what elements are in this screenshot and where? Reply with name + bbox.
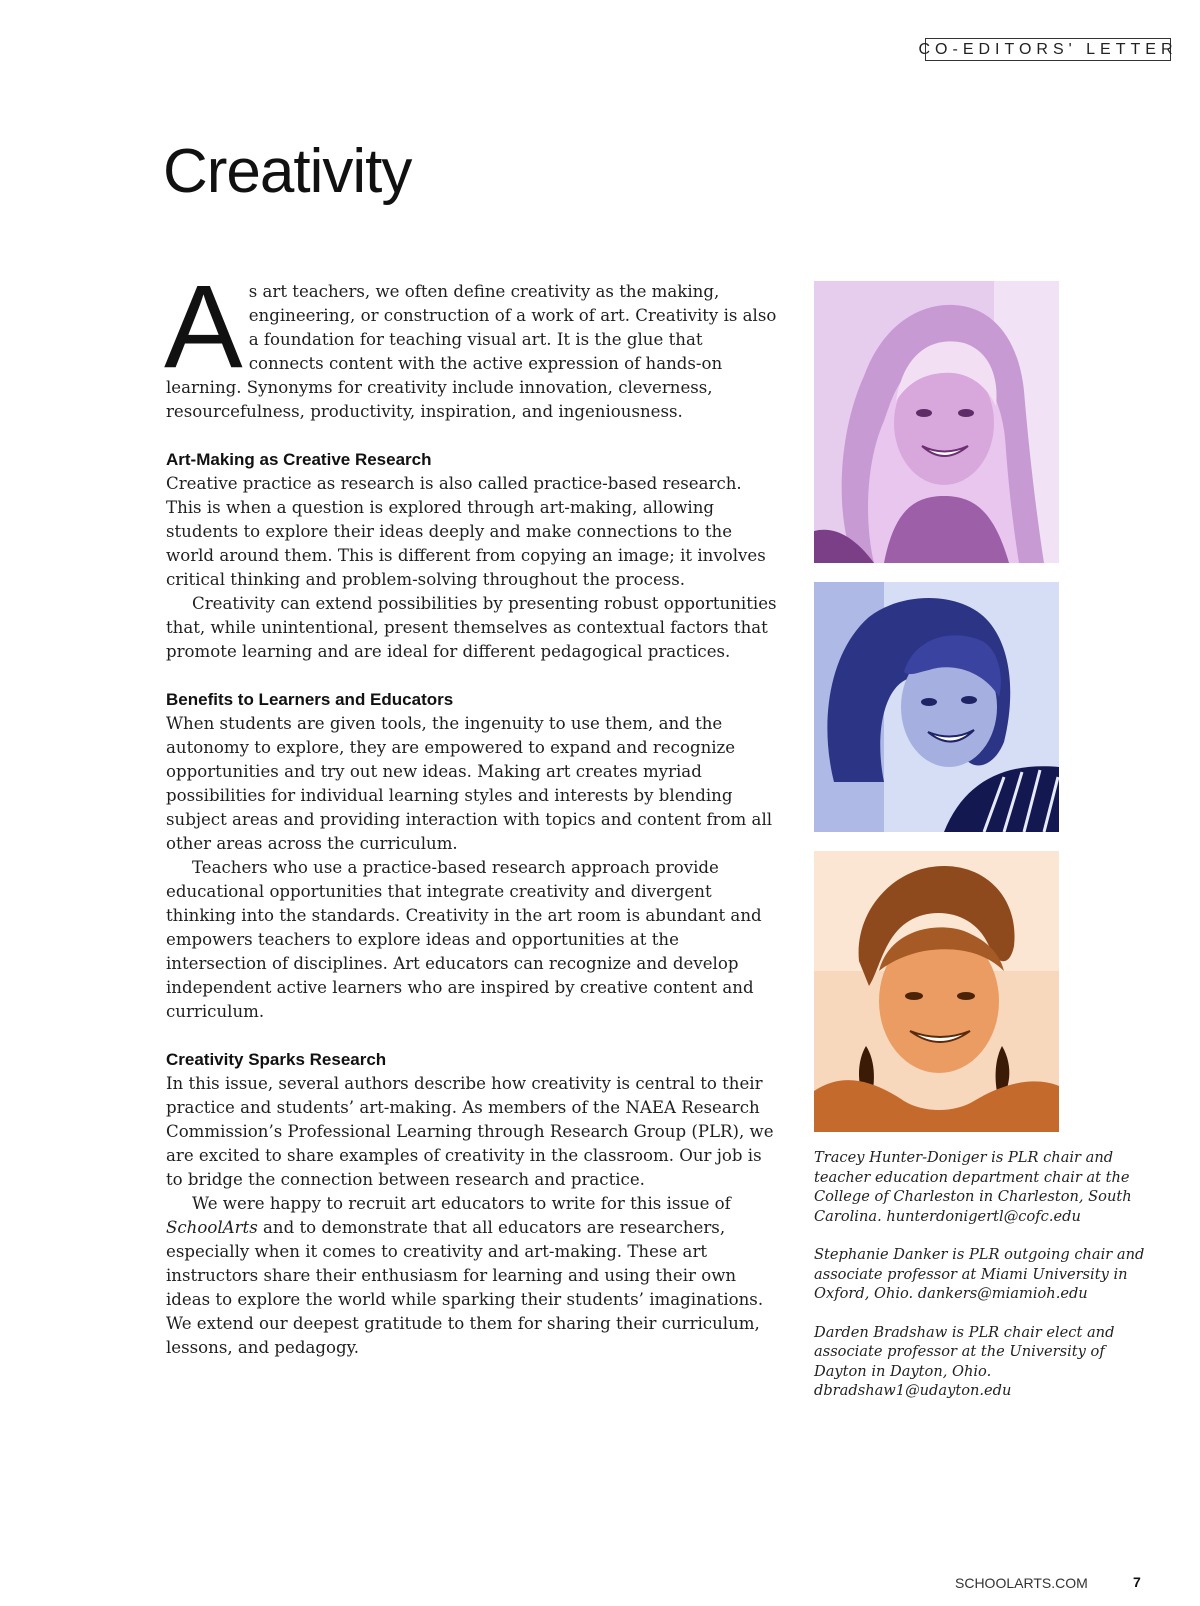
paragraph: Teachers who use a practice-based research approach provide educational opportunities that integrate creativity and divergent thinking into the standards. Creativity in the art room is abundant and empowers teachers to explore ideas and opportunities at the intersection of disciplines. Art educators can recognize and develop independent active learners who are inspired by creative content and curriculum. xyxy=(166,858,762,1021)
caption-author-3: Darden Bradshaw is PLR chair elect and associate professor at the University of Dayton in Dayton, Ohio. dbradshaw1@udayton.edu xyxy=(814,1323,1115,1399)
paragraph: Creative practice as research is also called practice-based research. This is when a question is explored through art-making, allowing students to explore their ideas deeply and make connections to the world around them. This is different from copying an image; it involves critical thinking and problem-solving throughout the process. xyxy=(166,474,766,589)
paragraph: When students are given tools, the ingenuity to use them, and the autonomy to explore, they are empowered to expand and recognize opportunities and try out new ideas. Making art creates myriad possibilities for individual learning styles and interests by blending subject areas and providing interaction with topics and content from all other areas across the curriculum. xyxy=(166,714,773,853)
intro-text: s art teachers, we often define creativity as the making, engineering, or construction of a work of art. Creativity is also a foundation for teaching visual art. It is the glue that connects content with the active expression of hands-on learning. Synonyms for creativity include innovation, cleverness, resourcefulness, productivity, inspiration, and ingeniousness. xyxy=(166,282,777,421)
portrait-image xyxy=(814,281,1059,563)
article-body xyxy=(164,261,781,1360)
portrait-photo-1 xyxy=(814,281,1059,563)
page-number: 7 xyxy=(1133,1574,1141,1590)
footer-website: SCHOOLARTS.COM xyxy=(955,1575,1088,1591)
paragraph-text: We were happy to recruit art educators to write for this issue of xyxy=(192,1194,731,1213)
intro-paragraph xyxy=(164,261,781,424)
page-title: Creativity xyxy=(163,137,412,206)
portrait-photo-3 xyxy=(814,851,1059,1132)
paragraph-last xyxy=(166,1192,781,1360)
paragraph: Creativity can extend possibilities by presenting robust opportunities that, while unintentional, present themselves as contextual factors that promote learning and are ideal for different pedagogical practices. xyxy=(166,594,777,661)
portrait-image xyxy=(814,851,1059,1132)
author-captions xyxy=(814,1148,1154,1420)
section-label: CO-EDITORS' LETTER xyxy=(925,38,1171,61)
paragraph: In this issue, several authors describe how creativity is central to their practice and students’ art-making. As members of the NAEA Research Commission’s Professional Learning through Research Group (PLR), we are excited to share examples of creativity in the classroom. Our job is to bridge the connection between research and practice. xyxy=(166,1074,774,1189)
section-heading-benefits: Benefits to Learners and Educators xyxy=(166,690,454,709)
portrait-image xyxy=(814,582,1059,832)
portrait-photo-2 xyxy=(814,582,1059,832)
caption-author-2: Stephanie Danker is PLR outgoing chair and associate professor at Miami University in Oxford, Ohio. dankers@miamioh.edu xyxy=(814,1246,1145,1302)
section-heading-art-making: Art-Making as Creative Research xyxy=(166,450,432,469)
section-heading-creativity-sparks: Creativity Sparks Research xyxy=(166,1050,387,1069)
magazine-title: SchoolArts xyxy=(166,1218,258,1237)
drop-cap: A xyxy=(164,261,243,393)
paragraph-text: and to demonstrate that all educators are researchers, especially when it comes to creativity and art-making. These art instructors share their enthusiasm for learning and using their own ideas to explore the world while sparking their students’ imaginations. We extend our deepest gratitude to them for sharing their curriculum, lessons, and pedagogy. xyxy=(166,1218,764,1357)
caption-author-1: Tracey Hunter-Doniger is PLR chair and teacher education department chair at the College of Charleston in Charleston, South Carolina. hunterdonigertl@cofc.edu xyxy=(814,1149,1132,1225)
